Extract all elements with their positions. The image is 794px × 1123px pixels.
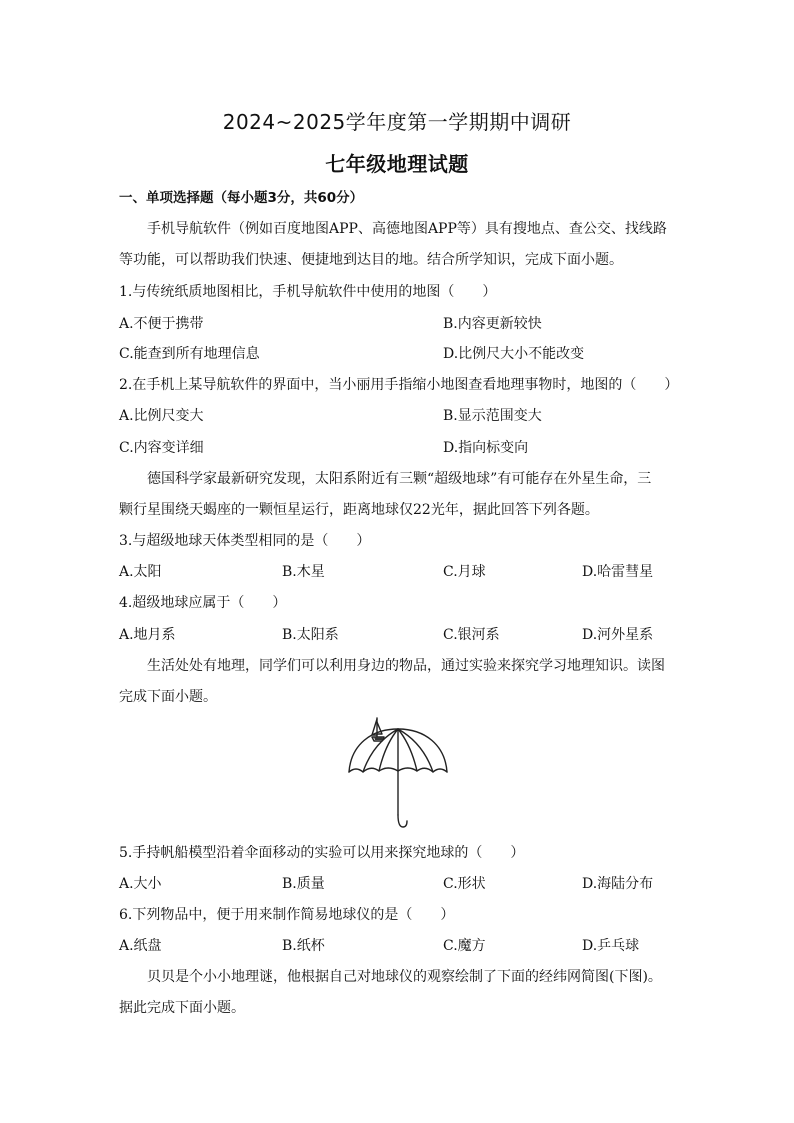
q6-option-c: C.魔方 [443,938,486,954]
section-heading: 一、单项选择题（每小题3分，共60分） [119,190,364,206]
q1-option-d: D.比例尺大小不能改变 [443,346,585,362]
q4-stem: 4.超级地球应属于（ ） [119,595,287,611]
q5-option-a: A.大小 [119,876,162,892]
q1-option-a: A.不便于携带 [119,316,204,332]
q4-option-c: C.银河系 [443,627,500,643]
q5-option-b: B.质量 [282,876,325,892]
q3-option-c: C.月球 [443,564,486,580]
passage2-line2: 颗行星围绕天蝎座的一颗恒星运行，距离地球仅22光年，据此回答下列各题。 [119,502,599,518]
q6-option-a: A.纸盘 [119,938,162,954]
umbrella-sailboat-illustration [343,713,453,833]
passage3-line2: 完成下面小题。 [119,689,217,705]
q4-option-d: D.河外星系 [582,627,654,643]
q1-option-b: B.内容更新较快 [443,316,542,332]
q3-stem: 3.与超级地球天体类型相同的是（ ） [119,533,371,549]
passage4-line2: 据此完成下面小题。 [119,1000,245,1016]
q3-option-d: D.哈雷彗星 [582,564,654,580]
q3-option-a: A.太阳 [119,564,162,580]
q6-option-b: B.纸杯 [282,938,325,954]
passage1-line2: 等功能，可以帮助我们快速、便捷地到达目的地。结合所学知识，完成下面小题。 [119,252,623,268]
passage1-line1: 手机导航软件（例如百度地图APP、高德地图APP等）具有搜地点、查公交、找线路 [147,221,667,237]
passage2-line1: 德国科学家最新研究发现，太阳系附近有三颗“超级地球”有可能存在外星生命，三 [147,471,652,487]
passage4-line1: 贝贝是个小小地理谜，他根据自己对地球仪的观察绘制了下面的经纬网简图(下图)。 [147,969,662,985]
q6-option-d: D.乒乓球 [582,938,640,954]
q5-option-d: D.海陆分布 [582,876,654,892]
q2-stem: 2.在手机上某导航软件的界面中，当小丽用手指缩小地图查看地理事物时，地图的（ ） [119,377,679,393]
exam-title: 2024~2025学年度第一学期期中调研 [222,110,572,134]
q2-option-c: C.内容变详细 [119,440,204,456]
q6-stem: 6.下列物品中，便于用来制作简易地球仪的是（ ） [119,907,455,923]
q2-option-b: B.显示范围变大 [443,408,542,424]
q1-option-c: C.能查到所有地理信息 [119,346,260,362]
q4-option-a: A.地月系 [119,627,176,643]
q3-option-b: B.木星 [282,564,325,580]
q4-option-b: B.太阳系 [282,627,339,643]
q2-option-a: A.比例尺变大 [119,408,204,424]
passage3-line1: 生活处处有地理，同学们可以利用身边的物品，通过实验来探究学习地理知识。读图 [147,658,665,674]
exam-subtitle: 七年级地理试题 [325,152,469,176]
q5-option-c: C.形状 [443,876,486,892]
q2-option-d: D.指向标变向 [443,440,529,456]
sailboat-hull-icon [374,737,383,740]
q1-stem: 1.与传统纸质地图相比，手机导航软件中使用的地图（ ） [119,284,497,300]
q5-stem: 5.手持帆船模型沿着伞面移动的实验可以用来探究地球的（ ） [119,845,525,861]
